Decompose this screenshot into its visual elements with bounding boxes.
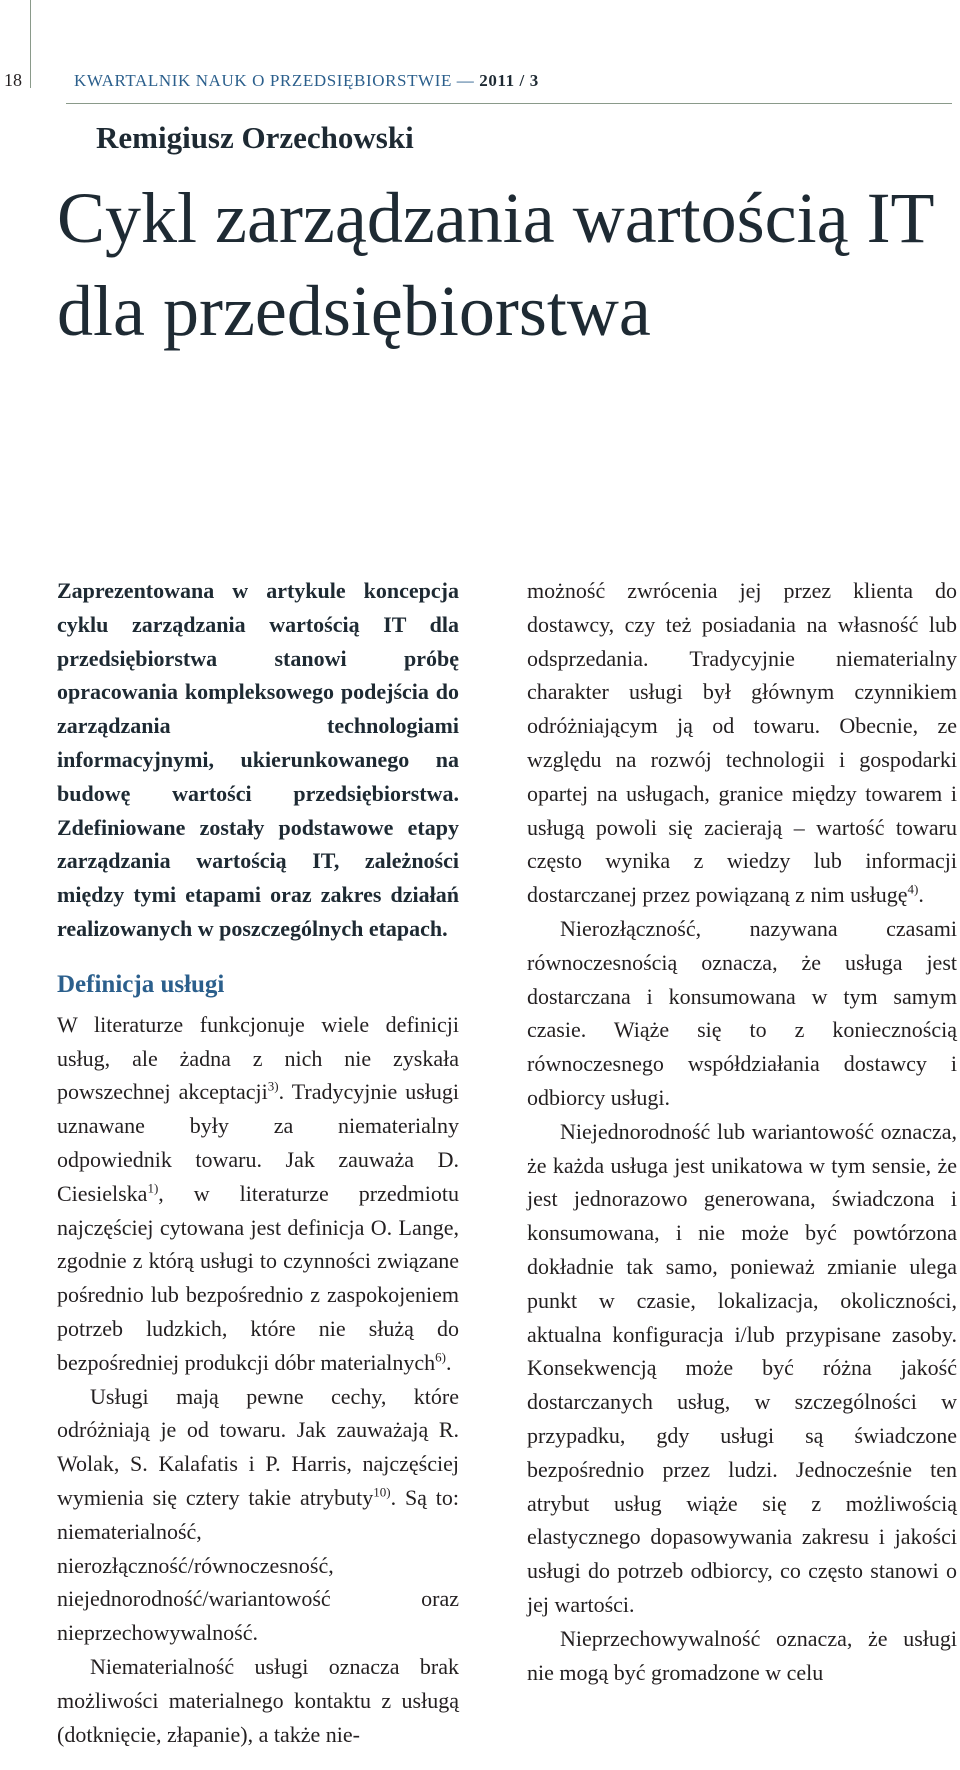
abstract: Zaprezentowana w artykule koncepcja cyklu zarządzania wartością IT dla przedsiębiorstwa stanowi próbę opracowania kompleksowego podejścia do zarządzania technologiami informacyjnymi, ukierunkowanego na budowę wartości przedsiębiorstwa. Zdefiniowane zostały podstawowe etapy zarządzania wartością IT, zależności między tymi etapami oraz zakres działań realizowanych w poszczególnych etapach. xyxy=(57,578,459,941)
paragraph-5: Niejednorodność lub wariantowość oznacza, że każda usługa jest unikatowa w tym sensie, że jest jednorazowo generowana, świadczona i konsumowana, i nie może być powtórzona dokładnie tak samo, ponieważ zmianie ulega punkt w czasie, lokalizacja, okoliczności, aktualna konfiguracja i/lub przypisane zasoby. Konsekwencją może być różna jakość dostarczanych usług, w szczególności w przypadku, gdy usługi są świadczone bezpośrednio przez ludzi. Jednocześnie ten atrybut usług wiąże się z możliwością elastycznego dopasowywania zakresu i jakości usługi do potrzeb odbiorcy, co często stanowi o jej wartości. xyxy=(527,1118,957,1617)
footnote-ref: 10) xyxy=(373,1484,391,1500)
article-author: Remigiusz Orzechowski xyxy=(96,120,414,155)
paragraph-2: Usługi mają pewne cechy, które odróżniają je od towaru. Jak zauważają R. Wolak, S. Kalafatis i P. Harris, najczęściej wymienia się cztery takie atrybuty$^{10)}$. Są to: niematerialność, nierozłączność/równoczesność, niejednorodność/wariantowość oraz nieprzechowywalność. xyxy=(57,1383,459,1646)
margin-rule-vertical xyxy=(30,0,31,88)
article-title xyxy=(57,172,935,358)
footnote-ref: 3) xyxy=(267,1079,279,1095)
footnote-ref: 6) xyxy=(435,1349,446,1365)
left-column xyxy=(57,574,459,1751)
footnote-ref: 4) xyxy=(907,881,919,897)
paragraph-3-continued: możność zwrócenia jej przez klienta do dostawcy, czy też posiadania na własność lub odsprzedania. Tradycyjnie niematerialny charakter usługi był głównym czynnikiem odróżniającym ją od towaru. Obecnie, ze względu na rozwój technologii i gospodarki opartej na usługach, granice między towarem i usługą powoli się zacierają – wartość towaru często wynika z wiedzy lub informacji dostarczanej przez powiązaną z nim usługę$^{4)}$. xyxy=(527,578,957,908)
paragraph-3: Niematerialność usługi oznacza brak możliwości materialnego kontaktu z usługą (dotknięcie, złapanie), a także nie- xyxy=(57,1653,459,1747)
paragraph-4: Nierozłączność, nazywana czasami równoczesnością oznacza, że usługa jest dostarczana i konsumowana w tym samym czasie. Wiąże się to z koniecznością równoczesnego współdziałania dostawcy i odbiorcy usługi. xyxy=(527,915,957,1110)
title-line-1: Cykl zarządzania wartością IT xyxy=(57,178,935,258)
right-column xyxy=(527,574,957,1689)
running-header xyxy=(74,71,539,91)
header-rule xyxy=(66,103,952,104)
paragraph-1: W literaturze funkcjonuje wiele definicji usług, ale żadna z nich nie zyskała powszechnej akceptacji$^{3)}$. Tradycyjnie usługi uznawane były za niematerialny odpowiednik towaru. Jak zauważa D. Ciesielska$^{1)}$, w literaturze przedmiotu najczęściej cytowana jest definicja O. Lange, zgodnie z którą usługi to czynności związane pośrednio lub bezpośrednio z zaspokojeniem potrzeb ludzkich, które nie służą do bezpośredniej produkcji dóbr materialnych$^{6)}$. xyxy=(57,1011,460,1375)
title-line-2: dla przedsiębiorstwa xyxy=(57,271,651,351)
footnote-ref: 1) xyxy=(147,1180,159,1196)
journal-issue: 2011 / 3 xyxy=(479,71,539,90)
journal-name: KWARTALNIK NAUK O PRZEDSIĘBIORSTWIE — xyxy=(74,71,480,90)
page-number: 18 xyxy=(4,70,22,90)
section-heading: Definicja usługi xyxy=(57,970,225,998)
paragraph-6: Nieprzechowywalność oznacza, że usługi nie mogą być gromadzone w celu xyxy=(527,1625,957,1685)
